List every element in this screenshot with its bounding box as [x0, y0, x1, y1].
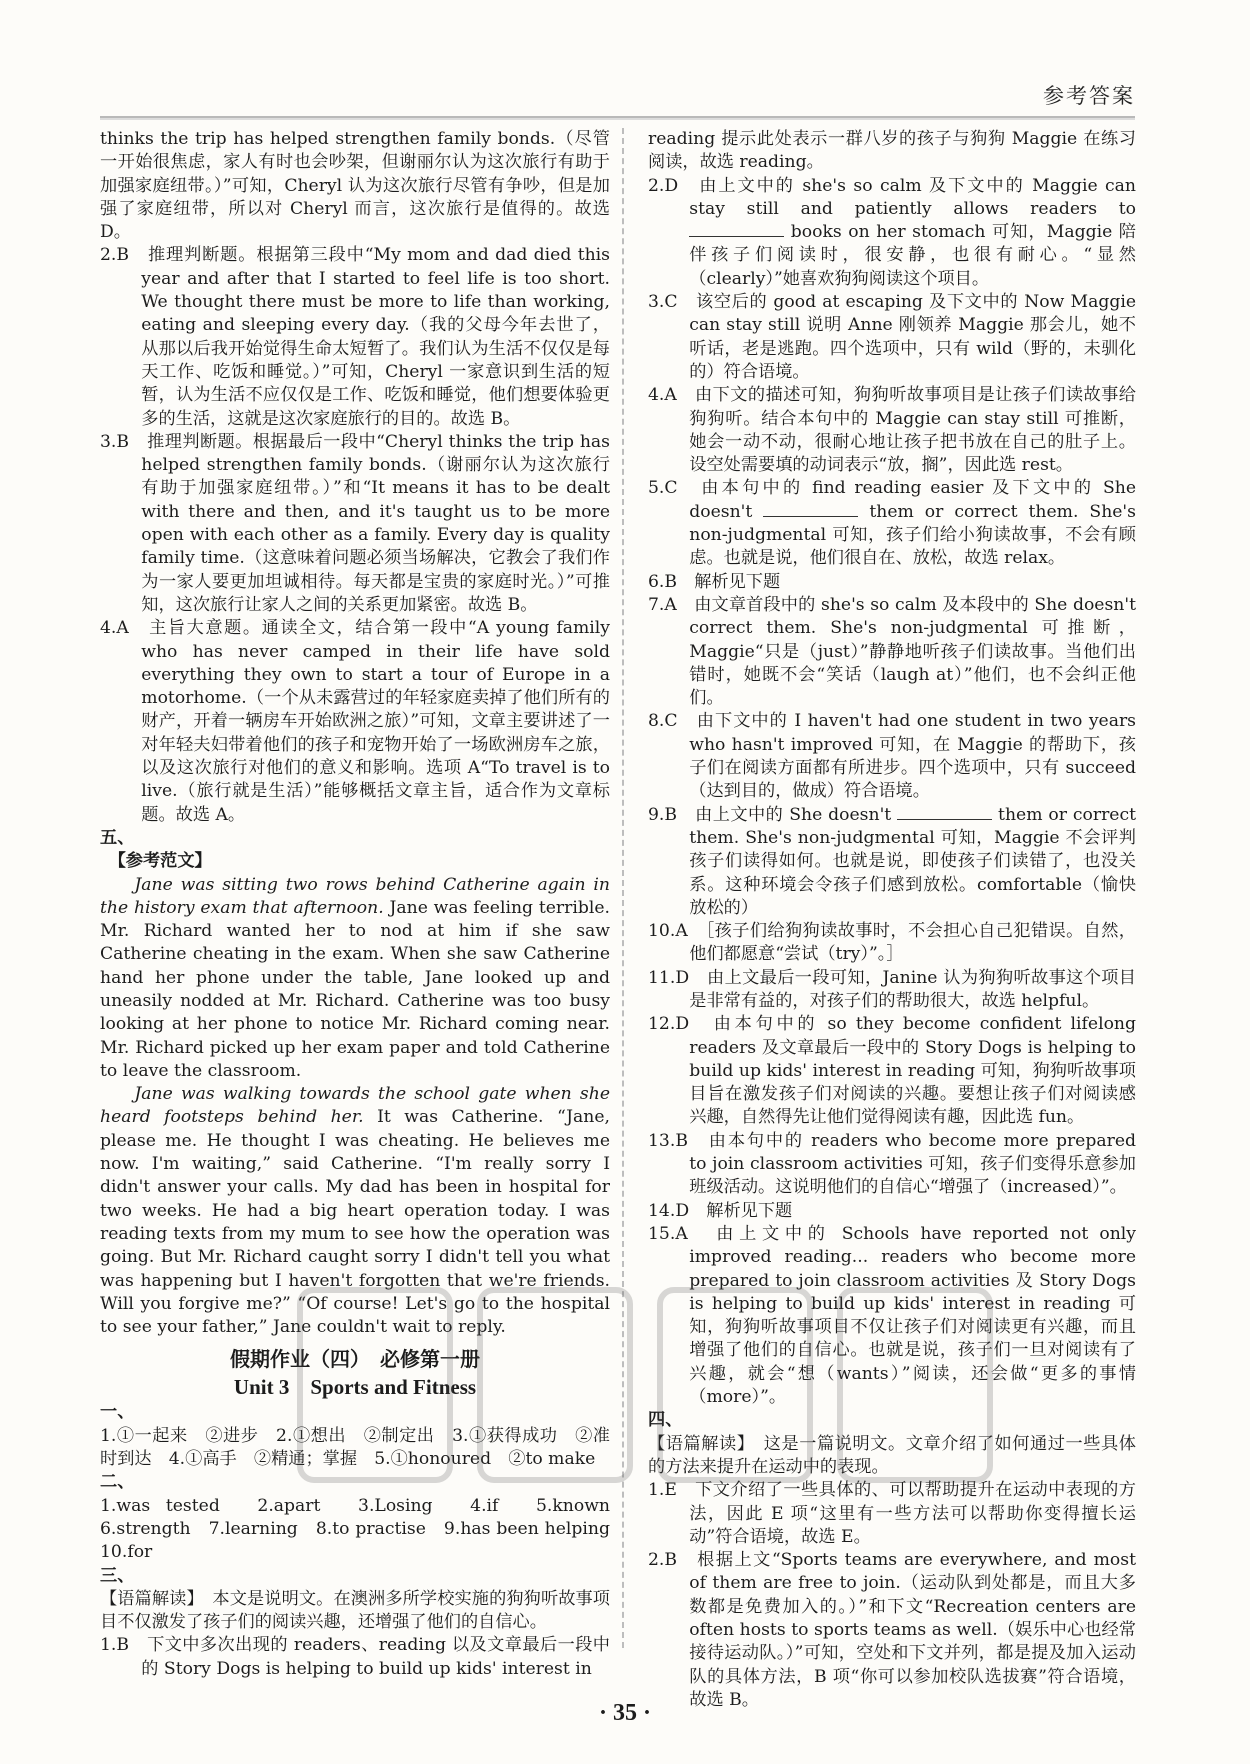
answer-item: 8.C 由下文中的 I haven't had one student in two years who hasn't improved 可知，在 Maggie 的帮助下，孩子们在阅读方面都有所进步。四个选项中，只有 succeed（达到目的，做成）符合语境。	[648, 711, 1136, 802]
essay-body: Jane was feeling terrible. Mr. Richard wanted her to nod at him if she saw Catherine cheating in the exam. When she saw Catherine hand her phone under the table, Jane looked up and uneasily nodded at Mr. Richard. Catherine was too busy looking at her phone to notice Mr. Richard coming near. Mr. Richard picked up her exam paper and told Catherine to leave the classroom.	[100, 897, 610, 1081]
answer-text: them or correct them. She's non-judgmental 可知，Maggie 不会评判孩子们读得如何。也就是说，即使孩子们读错了，也没关系。这种环境会令孩子们感到放松。comfortable（愉快放松的）	[689, 804, 1136, 918]
text-paragraph: 【语篇解读】 本文是说明文。在澳洲多所学校实施的狗狗听故事项目不仅激发了孩子们的阅读兴趣，还增强了他们的自信心。	[100, 1588, 610, 1633]
essay-lead-sentence: Jane was walking towards the school gate when she heard footsteps behind her.	[100, 1084, 610, 1128]
answer-item: 12.D 由本句中的 so they become confident lifelong readers 及文章最后一段中的 Story Dogs is helping to build up kids' interest in reading 可知，狗狗听故事项目旨在激发孩子们对阅读的兴趣。要想让孩子们对阅读感兴趣，自然得先让他们觉得阅读有趣，因此选 fun。	[648, 1014, 1136, 1128]
answer-text: books on her stomach 可知，Maggie 陪伴孩子们阅读时，很安静，也很有耐心。“显然（clearly）”她喜欢狗狗阅读这个项目。	[689, 222, 1136, 289]
section-heading: 四、	[648, 1410, 683, 1431]
answer-item: 10.A ［孩子们给狗狗读故事时，不会担心自己犯错误。自然，他们都愿意“尝试（try）”。］	[648, 921, 1136, 965]
answer-item: 1.B 下文中多次出现的 readers、reading 以及文章最后一段中的 Story Dogs is helping to build up kids' interest in	[100, 1635, 610, 1679]
answer-item: 13.B 由本句中的 readers who become more prepared to join classroom activities 可知，孩子们变得乐意参加班级活动。这说明他们的自信心“增强了（increased）”。	[648, 1130, 1136, 1198]
section-title: 假期作业（四） 必修第一册	[230, 1347, 480, 1372]
answer-item: 3.B 推理判断题。根据最后一段中“Cheryl thinks the trip has helped strengthen family bonds.（谢丽尔认为这次旅行有助于加强家庭纽带。）”和“It means it has to be dealt with there and then, and it's taught us to be more open with each other as a family. Every day is quality family time.（这意味着问题必须当场解决，它教会了我们作为一家人要更加坦诚相待。每天都是宝贵的家庭时光。）”可推知，这次旅行让家人之间的关系更加紧密。故选 B。	[100, 431, 610, 615]
section-heading: 【参考范文】	[100, 851, 212, 872]
left-column	[100, 128, 628, 1681]
answer-item: 15.A 由上文中的 Schools have reported not only improved reading... readers who become more prepared to join classroom activities 及 Story Dogs is helping to build up kids' interest in reading 可知，狗狗听故事项目不仅让孩子们对阅读更有兴趣，而且增强了他们的自信心。也就是说，孩子们一旦对阅读有了兴趣，就会“想（wants）”阅读，还会做“更多的事情（more）”。	[648, 1223, 1136, 1408]
answer-item: 6.B 解析见下题	[648, 571, 781, 592]
answer-text: them or correct them. She's non-judgmental 可知，孩子们给小狗读故事，不会有顾虑。也就是说，他们很自在、放松，故选 relax。	[689, 501, 1136, 569]
answer-item: 4.A 由下文的描述可知，狗狗听故事项目是让孩子们读故事给狗狗听。结合本句中的 Maggie can stay still 可推断，她会一动不动，很耐心地让孩子把书放在自己的肚子上。设空处需要填的动词表示“放，搁”，因此选 rest。	[648, 385, 1136, 476]
answer-item	[648, 477, 1136, 570]
section-heading: 二、	[100, 1472, 135, 1493]
answer-text: 9.B 由上文中的 She doesn't	[648, 804, 898, 825]
essay-paragraph	[100, 874, 610, 1084]
right-column	[648, 128, 1136, 1712]
unit-title: Unit 3 Sports and Fitness	[233, 1375, 477, 1400]
answer-item: 3.C 该空后的 good at escaping 及下文中的 Now Maggie can stay still 说明 Anne 刚领养 Maggie 那会儿，她不听话，老是逃跑。四个选项中，只有 wild（野的，未驯化的）符合语境。	[648, 292, 1136, 382]
text-paragraph: 1.was tested 2.apart 3.Losing 4.if 5.known 6.strength 7.learning 8.to practise 9.has been helping 10.for	[100, 1495, 628, 1563]
section-heading: 三、	[100, 1565, 135, 1586]
fill-blank	[763, 502, 858, 517]
section-heading: 一、	[100, 1402, 135, 1423]
text-paragraph: 1.①一起来 ②进步 2.①想出 ②制定出 3.①获得成功 ②准时到达 4.①高手 ②精通；掌握 5.①honoured ②to make	[100, 1425, 610, 1470]
answer-item: 2.B 根据上文“Sports teams are everywhere, and most of them are free to join.（运动队到处都是，而且大多数都是免费加入的。）”和下文“Recreation centers are often hosts to sports teams as well.（娱乐中心也经常接待运动队。）”可知，空处和下文并列，都是提及加入运动队的具体方法，B 项“你可以参加校队选拔赛”符合语境，故选 B。	[648, 1550, 1136, 1710]
essay-lead-sentence: Jane was sitting two rows behind Catherine again in the history exam that afternoon.	[100, 874, 610, 918]
essay-body: It was Catherine. “Jane, please me. He thought I was cheating. He believes me now. I'm waiting,” said Catherine. “I'm really sorry I didn't answer your calls. My dad has been in hospital for two weeks. He had a big heart operation today. I was reading texts from my mum to see how the operation was going. But Mr. Richard caught sorry I didn't tell you what was happening but I haven't forgotten that we're friends. Will you forgive me?” “Of course! Let's go to the hospital to see your father,” Jane couldn't wait to reply.	[100, 1107, 610, 1338]
answer-item: 2.B 推理判断题。根据第三段中“My mom and dad died this year and after that I started to feel life is too short. We thought there must be more to life than working, eating and sleeping every day.（我的父母今年去世了，从那以后我开始觉得生命太短暂了。我们认为生活不仅仅是每天工作、吃饭和睡觉。）”可知，Cheryl 一家意识到生活的短暂，认为生活不应仅仅是工作、吃饭和睡觉，他们想要体验更多的生活，这就是这次家庭旅行的目的。故选 B。	[100, 245, 610, 429]
page-number: · 35 ·	[598, 1700, 651, 1726]
answer-item: 7.A 由文章首段中的 she's so calm 及本段中的 She doesn't correct them. She's non-judgmental 可推断，Maggie“只是（just）”静静地听孩子们读故事。当他们出错时，她既不会“笑话（laugh at）”他们，也不会纠正他们。	[648, 594, 1136, 709]
essay-paragraph	[100, 1083, 610, 1339]
fill-blank	[689, 222, 784, 237]
section-heading: 五、	[100, 827, 135, 848]
answer-item: 4.A 主旨大意题。通读全文，结合第一段中“A young family who has never camped in their life have sold everything they own to start a tour of Europe in a motorhome.（一个从未露营过的年轻家庭卖掉了他们所有的财产，开着一辆房车开始欧洲之旅）”可知，文章主要讲述了一对年轻夫妇带着他们的孩子和宠物开始了一场欧洲房车之旅，以及这次旅行对他们的意义和影响。选项 A“To travel is to live.（旅行就是生活）”能够概括文章主旨，适合作为文章标题。故选 A。	[100, 618, 610, 825]
fill-blank	[897, 805, 992, 820]
header-rule	[100, 116, 1135, 120]
header-title: 参考答案	[1043, 84, 1135, 108]
answer-text: 2.D 由上文中的 she's so calm 及下文中的 Maggie can stay still and patiently allows readers to	[648, 175, 1136, 219]
text-paragraph: thinks the trip has helped strengthen family bonds.（尽管一开始很焦虑，家人有时也会吵架，但谢丽尔认为这次旅行有助于加强家庭纽带。）”可知，Cheryl 认为这次旅行尽管有争吵，但是加强了家庭纽带，所以对 Cheryl 而言，这次旅行是值得的。故选 D。	[100, 129, 610, 243]
answer-item: 11.D 由上文最后一段可知，Janine 认为狗狗听故事这个项目是非常有益的，对孩子们的帮助很大，故选 helpful。	[648, 967, 1136, 1011]
answer-text: 5.C 由本句中的 find reading easier 及下文中的 She doesn't	[648, 478, 1136, 522]
answer-item	[648, 804, 1136, 920]
answer-item: 1.E 下文介绍了一些具体的、可以帮助提升在运动中表现的方法，因此 E 项“这里有一些方法可以帮助你变得擅长运动”符合语境，故选 E。	[648, 1480, 1136, 1547]
answer-item: 14.D 解析见下题	[648, 1200, 793, 1221]
text-paragraph: 【语篇解读】 这是一篇说明文。文章介绍了如何通过一些具体的方法来提升在运动中的表现。	[648, 1433, 1136, 1477]
text-paragraph: reading 提示此处表示一群八岁的孩子与狗狗 Maggie 在练习阅读，故选 reading。	[648, 129, 1136, 173]
answer-item	[648, 175, 1136, 291]
column-divider	[622, 128, 624, 1648]
